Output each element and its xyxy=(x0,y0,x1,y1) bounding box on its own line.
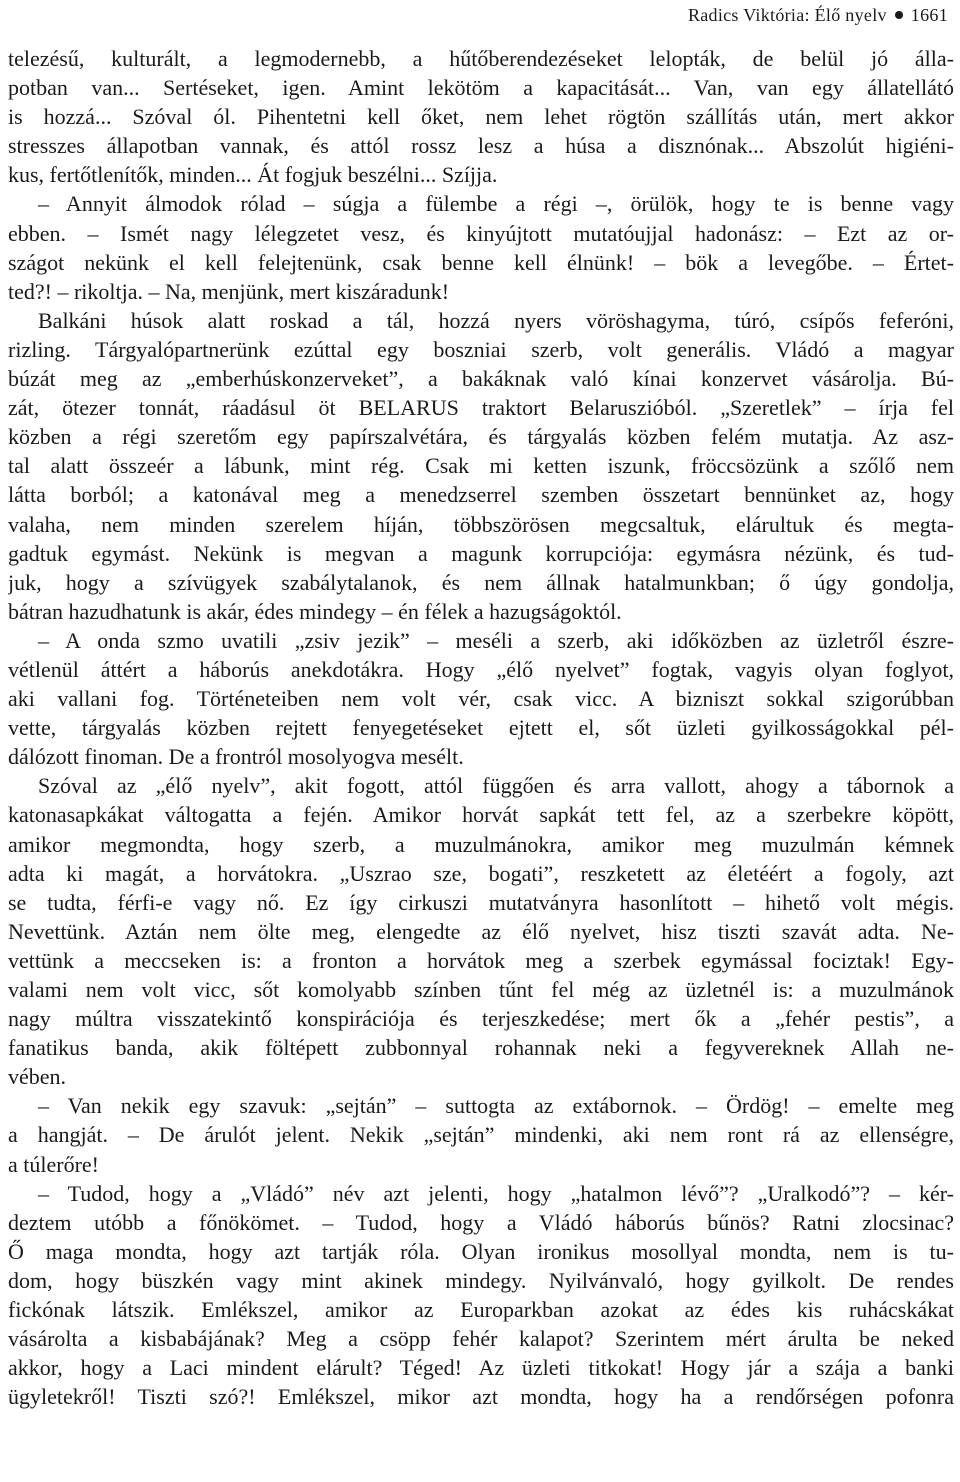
text-line: zát, ötezer tonnát, ráadásul öt BELARUS traktort Belaruszióból. „Szeretlek” – írja fel xyxy=(8,395,954,421)
text-line: vében. xyxy=(8,1064,67,1090)
text-line: is hozzá... Szóval ól. Pihentetni kell őket, nem lehet rögtön szállítás után, mert akkor xyxy=(8,104,954,130)
text-line: ebben. – Ismét nagy lélegzetet vesz, és kinyújtott mutatóujjal hadonász: – Ezt az or- xyxy=(8,220,954,246)
text-line: dálózott finoman. De a frontról mosolyogva mesélt. xyxy=(8,744,464,770)
text-line: valaha, nem minden szerelem híján, többszörösen megcsaltuk, elárultuk és megta- xyxy=(8,511,954,537)
running-head-title: Radics Viktória: Élő nyelv xyxy=(687,5,887,25)
text-line: fanatikus banda, akik föltépett zubbonnyal rohannak neki a fegyvereknek Allah ne- xyxy=(8,1035,954,1061)
text-line: búzát meg az „emberhúskonzerveket”, a bakáknak való kínai konzervet vásárolja. Bú- xyxy=(8,366,954,392)
text-line: kus, fertőtlenítők, minden... Át fogjuk beszélni... Szíjja. xyxy=(8,162,498,188)
text-line: se tudta, férfi-e vagy nő. Ez így cirkuszi mutatványra hasonlított – hihető volt mégis. xyxy=(8,889,954,915)
text-line: nagy múltra visszatekintő konspirációja és terjeszkedése; mert ők a „fehér pestis”, a xyxy=(8,1006,954,1032)
bullet-separator-icon xyxy=(895,11,903,19)
text-line: Balkáni húsok alatt roskad a tál, hozzá nyers vöröshagyma, túró, csípős feferóni, xyxy=(38,307,954,333)
body-text xyxy=(8,44,954,1411)
text-line: fickónak látszik. Emlékszel, amikor az Europarkban azokat az édes kis ruhácskákat xyxy=(8,1297,954,1323)
text-line: akkor, hogy a Laci mindent elárult? Téged! Az üzleti titkokat! Hogy jár a szája a banki xyxy=(8,1355,954,1381)
text-line: a hangját. – De árulót jelent. Nekik „sejtán” mindenki, aki nem ront rá az ellenségre, xyxy=(8,1122,954,1148)
text-line: szágot nekünk el kell felejtenünk, csak benne kell élnünk! – bök a levegőbe. – Értet- xyxy=(8,249,954,275)
text-line: tal alatt összeér a lábunk, mint rég. Csak mi ketten iszunk, fröccsözünk a szőlő nem xyxy=(8,453,954,479)
text-line: – Annyit álmodok rólad – súgja a fülembe a régi –, örülök, hogy te is benne vagy xyxy=(38,191,954,217)
text-line: deztem utóbb a főnökömet. – Tudod, hogy a Vládó háborús bűnös? Ratni zlocsinac? xyxy=(8,1209,954,1235)
text-line: látta borból; a katonával meg a menedzserrel szemben összetart bennünket az, hogy xyxy=(8,482,954,508)
text-line: juk, hogy a szívügyek szabálytalanok, és nem állnak hatalmunkban; ő úgy gondolja, xyxy=(8,569,954,595)
text-line: közben a régi szeretőm egy papírszalvétára, és tárgyalás közben felém mutatja. Az asz- xyxy=(8,424,954,450)
text-line: vettünk a meccseken is: a fronton a horvátok meg a szerbek egymással fociztak! Egy- xyxy=(8,947,954,973)
text-line: valami nem volt vicc, sőt komolyabb színben tűnt fel még az üzletnél is: a muzulmánok xyxy=(8,977,954,1002)
page-number: 1661 xyxy=(910,5,948,25)
text-line: katonasapkákat váltogatta a fején. Amikor horvát sapkát tett fel, az a szerbekre köpött, xyxy=(8,802,954,828)
text-line: telezésű, kulturált, a legmodernebb, a hűtőberendezéseket lelopták, de belül jó álla- xyxy=(8,46,954,71)
text-line: amikor megmondta, hogy szerb, a muzulmánokra, amikor meg muzulmán kémnek xyxy=(8,831,954,857)
text-line: rizling. Tárgyalópartnerünk ezúttal egy boszniai szerb, volt generális. Vládó a magyar xyxy=(8,336,954,362)
text-line: – Van nekik egy szavuk: „sejtán” – suttogta az extábornok. – Ördög! – emelte meg xyxy=(38,1093,954,1119)
text-line: – A onda szmo uvatili „zsiv jezik” – meséli a szerb, aki időközben az üzletről észre- xyxy=(38,627,954,653)
text-line: aki vallani fog. Történeteiben nem volt vér, csak vicc. A bizniszt sokkal szigorúbban xyxy=(8,686,954,712)
text-line: vásárolta a kisbabájának? Meg a csöpp fehér kalapot? Szerintem mért árulta be neked xyxy=(8,1326,954,1352)
text-line: a túlerőre! xyxy=(8,1151,99,1177)
text-line: vétlenül áttért a háborús anekdotákra. Hogy „élő nyelvet” fogtak, vagyis olyan foglyot, xyxy=(8,656,954,682)
text-line: bátran hazudhatunk is akár, édes mindegy – én félek a hazugságoktól. xyxy=(8,598,622,624)
text-line: Szóval az „élő nyelv”, akit fogott, attól függően és arra vallott, ahogy a tábornok a xyxy=(38,773,954,799)
text-line: adta ki magát, a horvátokra. „Uszrao sze, bogati”, reszketett az életéért a fogoly, azt xyxy=(8,860,954,886)
text-line: stresszes állapotban vannak, és attól rossz lesz a húsa a disznónak... Abszolút higiéni- xyxy=(8,133,954,159)
text-line: Ő maga mondta, hogy azt tartják róla. Olyan ironikus mosollyal mondta, nem is tu- xyxy=(8,1238,954,1264)
text-line: gadtuk egymást. Nekünk is megvan a magunk korrupciója: egymásra nézünk, és tud- xyxy=(8,540,954,566)
text-line: – Tudod, hogy a „Vládó” név azt jelenti, hogy „hatalmon lévő”? „Uralkodó”? – kér- xyxy=(38,1180,954,1206)
text-line: vette, tárgyalás közben rejtett fenyegetéseket ejtett el, sőt üzleti gyilkosságokkal pél- xyxy=(8,715,954,741)
text-line: dom, hogy büszkén vagy mint akinek mindegy. Nyilvánvaló, hogy gyilkolt. De rendes xyxy=(8,1267,954,1293)
text-line: ted?! – rikoltja. – Na, menjünk, mert kiszáradunk! xyxy=(8,278,450,304)
running-head xyxy=(688,4,948,26)
text-line: ügyletekről! Tiszti szó?! Emlékszel, mikor azt mondta, hogy ha a rendőrségen pofonra xyxy=(8,1384,954,1410)
text-line: potban van... Sertéseket, igen. Amint lekötöm a kapacitását... Van, van egy állatellátó xyxy=(8,75,954,101)
text-line: Nevettünk. Aztán nem ölte meg, elengedte az élő nyelvet, hisz tiszti szavát adta. Ne- xyxy=(8,918,954,944)
